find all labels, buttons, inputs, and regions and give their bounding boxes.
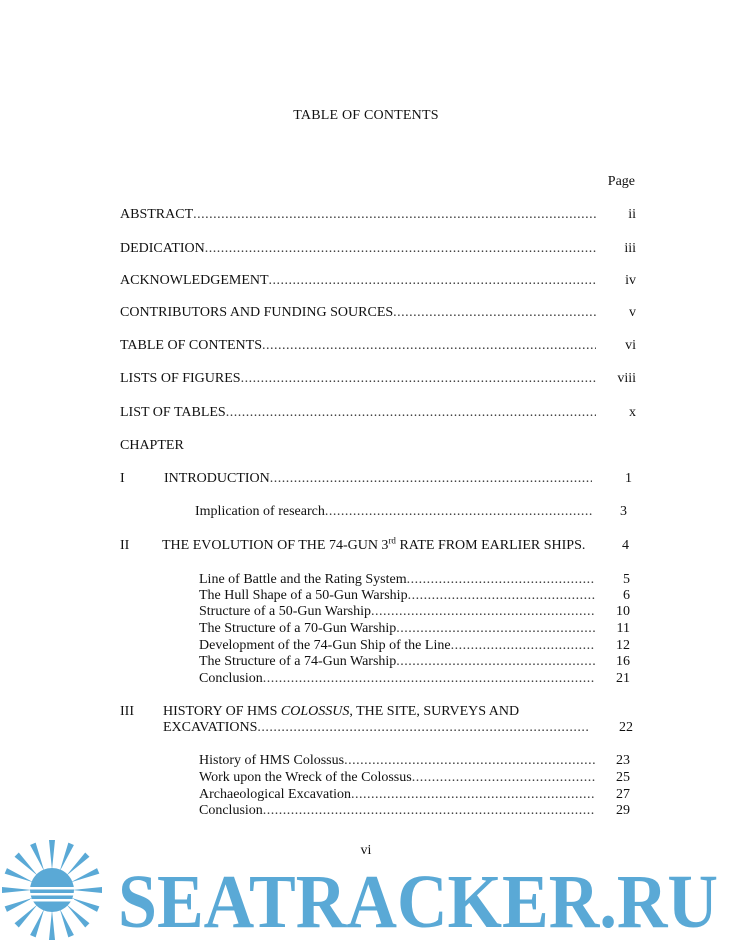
chapter-page: 4 <box>622 538 629 553</box>
sun-logo-icon <box>2 840 102 940</box>
chapter-number: II <box>120 538 130 553</box>
toc-entry-page: viii <box>617 371 636 386</box>
dot-leader <box>408 588 595 604</box>
section-label: The Structure of a 70-Gun Warship <box>199 621 397 636</box>
toc-section[interactable] <box>199 753 630 769</box>
page-column-heading: Page <box>607 174 635 189</box>
toc-entry-label: ACKNOWLEDGEMENT <box>120 273 269 288</box>
dot-leader <box>407 572 595 588</box>
toc-entry-page: iii <box>624 241 636 256</box>
dot-leader <box>371 604 595 620</box>
toc-section[interactable] <box>199 770 630 786</box>
chapter-page: 1 <box>625 471 632 486</box>
section-label: Archaeological Excavation <box>199 787 351 802</box>
chapter-page: 22 <box>619 720 633 735</box>
toc-entry-page: v <box>629 305 636 320</box>
toc-section[interactable] <box>199 621 630 637</box>
section-page: 29 <box>616 803 630 818</box>
dot-leader <box>226 405 596 421</box>
section-label: Work upon the Wreck of the Colossus <box>199 770 412 785</box>
chapter-heading: CHAPTER <box>120 438 184 453</box>
dot-leader <box>344 753 595 769</box>
section-label: History of HMS Colossus <box>199 753 345 768</box>
chapter-title: THE EVOLUTION OF THE 74-GUN 3rd RATE FROM EARLIER SHIPS. <box>162 535 586 553</box>
toc-section[interactable] <box>199 572 630 588</box>
toc-entry-label: ABSTRACT <box>120 207 194 222</box>
chapter-title-line-1[interactable]: HISTORY OF HMS COLOSSUS, THE SITE, SURVEYS AND <box>163 704 520 719</box>
dot-leader <box>451 638 595 654</box>
page-number-footer: vi <box>360 843 372 858</box>
section-page: 16 <box>616 654 630 669</box>
toc-section[interactable] <box>195 504 627 520</box>
dot-leader <box>351 787 595 803</box>
toc-entry-contributors[interactable] <box>120 305 636 321</box>
toc-entry-label: TABLE OF CONTENTS <box>120 338 262 353</box>
dot-leader <box>393 305 596 321</box>
section-page: 23 <box>616 753 630 768</box>
section-page: 25 <box>616 770 630 785</box>
chapter-title: INTRODUCTION <box>164 471 270 486</box>
section-page: 6 <box>623 588 630 603</box>
chapter-title: EXCAVATIONS <box>163 720 258 735</box>
dot-leader <box>262 338 596 354</box>
toc-section[interactable] <box>199 803 630 819</box>
section-label: Implication of research <box>195 504 325 519</box>
section-label: Conclusion <box>199 671 263 686</box>
toc-chapter-1[interactable] <box>164 471 632 487</box>
section-page: 3 <box>620 504 627 519</box>
toc-entry-list-of-tables[interactable] <box>120 405 636 421</box>
dot-leader <box>263 803 595 819</box>
toc-entry-page: iv <box>625 273 636 288</box>
seatracker-watermark <box>0 835 732 945</box>
toc-entry-label: LIST OF TABLES <box>120 405 226 420</box>
section-page: 27 <box>616 787 630 802</box>
toc-section[interactable] <box>199 654 630 670</box>
section-page: 11 <box>616 621 630 636</box>
dot-leader <box>263 671 595 687</box>
dot-leader <box>396 654 595 670</box>
dot-leader <box>257 720 588 736</box>
section-label: Development of the 74-Gun Ship of the Line <box>199 638 451 653</box>
dot-leader <box>412 770 595 786</box>
toc-chapter-3[interactable] <box>163 720 633 736</box>
toc-entry-page: ii <box>628 207 636 222</box>
toc-entry-list-of-figures[interactable] <box>120 371 636 387</box>
section-label: Structure of a 50-Gun Warship <box>199 604 372 619</box>
toc-section[interactable] <box>199 671 630 687</box>
chapter-number: I <box>120 471 125 486</box>
toc-section[interactable] <box>199 638 630 654</box>
dot-leader <box>396 621 595 637</box>
section-label: The Structure of a 74-Gun Warship <box>199 654 397 669</box>
section-label: Conclusion <box>199 803 263 818</box>
dot-leader <box>241 371 596 387</box>
dot-leader <box>193 207 596 223</box>
toc-entry-dedication[interactable] <box>120 241 636 257</box>
dot-leader <box>205 241 596 257</box>
dot-leader <box>270 471 592 487</box>
chapter-number: III <box>120 704 134 719</box>
toc-entry-table-of-contents[interactable] <box>120 338 636 354</box>
toc-entry-label: CONTRIBUTORS AND FUNDING SOURCES <box>120 305 394 320</box>
section-label: The Hull Shape of a 50-Gun Warship <box>199 588 408 603</box>
toc-entry-page: x <box>629 405 636 420</box>
toc-entry-label: LISTS OF FIGURES <box>120 371 241 386</box>
section-page: 10 <box>616 604 630 619</box>
section-label: Line of Battle and the Rating System <box>199 572 407 587</box>
toc-entry-label: DEDICATION <box>120 241 205 256</box>
page-title: TABLE OF CONTENTS <box>293 108 439 123</box>
section-page: 12 <box>616 638 630 653</box>
toc-entry-acknowledgement[interactable] <box>120 273 636 289</box>
toc-section[interactable] <box>199 604 630 620</box>
toc-entry-page: vi <box>625 338 636 353</box>
toc-chapter-2[interactable] <box>162 535 629 554</box>
section-page: 5 <box>623 572 630 587</box>
section-page: 21 <box>616 671 630 686</box>
dot-leader <box>269 273 596 289</box>
toc-section[interactable] <box>199 787 630 803</box>
watermark-text: SEATRACKER.RU <box>118 860 718 944</box>
dot-leader <box>325 504 592 520</box>
toc-entry-abstract[interactable] <box>120 207 636 223</box>
toc-section[interactable] <box>199 588 630 604</box>
